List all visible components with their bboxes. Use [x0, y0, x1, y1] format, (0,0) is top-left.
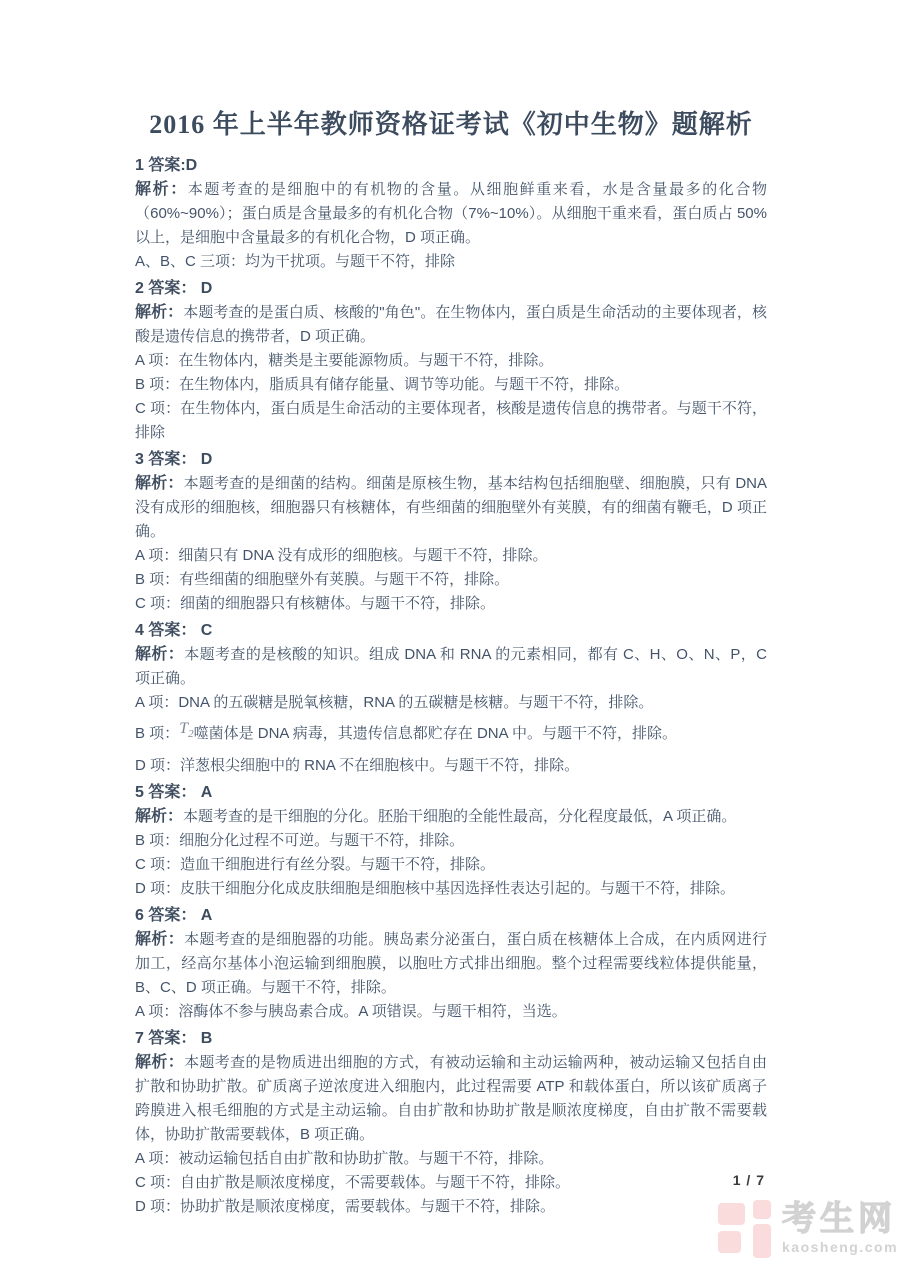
question-section — [135, 277, 767, 445]
analysis-label: 解析： — [135, 475, 184, 492]
page-title: 2016 年上半年教师资格证考试《初中生物》题解析 — [149, 110, 753, 139]
analysis-paragraph: 解析：本题考查的是物质进出细胞的方式，有被动运输和主动运输两种，被动运输又包括自由扩散和协助扩散。矿质离子逆浓度进入细胞内，此过程需要 ATP 和载体蛋白，所以该矿质离子跨膜进入根毛细胞的方式是主动运输。自由扩散和协助扩散是顺浓度梯度，自由扩散不需要载体，协助扩散需要载体，B 项正确。 — [135, 1054, 767, 1144]
analysis-label: 解析： — [135, 304, 184, 321]
question-section — [135, 904, 767, 1024]
watermark-text — [782, 1200, 898, 1255]
kaosheng-logo-icon — [718, 1200, 772, 1258]
watermark-site-domain: kaosheng.com — [782, 1239, 899, 1255]
analysis-label: 解析： — [135, 931, 185, 949]
page-number: 1 / 7 — [732, 1172, 765, 1188]
question-section — [135, 619, 767, 778]
answer-header: 5 答案： A — [135, 784, 213, 802]
analysis-label: 解析： — [135, 1054, 185, 1072]
question-section — [135, 781, 767, 901]
answer-header: 1 答案:D — [135, 157, 198, 174]
option-line: C 项：在生物体内，蛋白质是生命活动的主要体现者，核酸是遗传信息的携带者。与题干不符，排除 — [135, 400, 767, 441]
option-line: A 项：被动运输包括自由扩散和协助扩散。与题干不符，排除。 — [135, 1150, 554, 1168]
logo-block — [718, 1203, 745, 1225]
analysis-paragraph: 解析：本题考查的是蛋白质、核酸的"角色"。在生物体内，蛋白质是生命活动的主要体现者，核酸是遗传信息的携带者，D 项正确。 — [135, 304, 767, 345]
analysis-paragraph: 解析：本题考查的是细胞器的功能。胰岛素分泌蛋白，蛋白质在核糖体上合成，在内质网进行加工，经高尔基体小泡运输到细胞膜，以胞吐方式排出细胞。整个过程需要线粒体提供能量，B、C、D 项正确。与题干不符，排除。 — [135, 931, 767, 997]
option-line: A 项：细菌只有 DNA 没有成形的细胞核。与题干不符，排除。 — [135, 547, 548, 564]
logo-block — [718, 1231, 741, 1253]
analysis-label: 解析： — [135, 181, 188, 198]
option-line: B 项：在生物体内，脂质具有储存能量、调节等功能。与题干不符，排除。 — [135, 376, 630, 393]
option-line: D 项：洋葱根尖细胞中的 RNA 不在细胞核中。与题干不符，排除。 — [135, 757, 580, 775]
analysis-paragraph: 解析：本题考查的是核酸的知识。组成 DNA 和 RNA 的元素相同，都有 C、H、O、N、P，C 项正确。 — [135, 646, 767, 687]
analysis-paragraph: 解析：本题考查的是干细胞的分化。胚胎干细胞的全能性最高，分化程度最低，A 项正确。 — [135, 808, 737, 826]
watermark-logo — [718, 1200, 898, 1258]
option-line: B 项：有些细菌的细胞壁外有荚膜。与题干不符，排除。 — [135, 571, 510, 588]
answer-header: 4 答案： C — [135, 622, 213, 639]
question-section — [135, 154, 767, 274]
answer-header: 2 答案： D — [135, 280, 213, 297]
option-line: C 项：造血干细胞进行有丝分裂。与题干不符，排除。 — [135, 856, 496, 874]
option-line: D 项：协助扩散是顺浓度梯度，需要载体。与题干不符，排除。 — [135, 1198, 556, 1216]
option-line: A 项：在生物体内，糖类是主要能源物质。与题干不符，排除。 — [135, 352, 554, 369]
answer-header: 7 答案： B — [135, 1030, 213, 1048]
option-line: A 项：DNA 的五碳糖是脱氧核糖，RNA 的五碳糖是核糖。与题干不符，排除。 — [135, 694, 654, 711]
document-content — [135, 0, 767, 1219]
answer-header: 3 答案： D — [135, 451, 213, 468]
question-section — [135, 448, 767, 616]
t2-formula: $T_2$ — [179, 720, 194, 741]
option-line: C 项：细菌的细胞器只有核糖体。与题干不符，排除。 — [135, 595, 496, 612]
analysis-label: 解析： — [135, 808, 184, 826]
sections — [135, 154, 767, 1219]
answer-header: 6 答案： A — [135, 907, 213, 925]
option-line: B 项：细胞分化过程不可逆。与题干不符，排除。 — [135, 832, 465, 850]
option-line: C 项：自由扩散是顺浓度梯度，不需要载体。与题干不符，排除。 — [135, 1174, 571, 1192]
watermark-site-name: 考生网 — [782, 1200, 896, 1238]
question-section — [135, 1027, 767, 1219]
logo-block — [753, 1200, 771, 1219]
analysis-label: 解析： — [135, 646, 185, 663]
logo-block — [753, 1224, 771, 1258]
option-line: A 项：溶酶体不参与胰岛素合成。A 项错误。与题干相符，当选。 — [135, 1003, 567, 1021]
option-line: D 项：皮肤干细胞分化成皮肤细胞是细胞核中基因选择性表达引起的。与题干不符，排除。 — [135, 880, 736, 898]
analysis-paragraph: 解析：本题考查的是细胞中的有机物的含量。从细胞鲜重来看，水是含量最多的化合物（60%~90%）；蛋白质是含量最多的有机化合物（7%~10%）。从细胞干重来看，蛋白质占 50%以上，是细胞中含量最多的有机化合物，D 项正确。 — [135, 181, 767, 246]
option-line: A、B、C 三项：均为干扰项。与题干不符，排除 — [135, 253, 456, 270]
option-line: B 项：$T_2$噬菌体是 DNA 病毒，其遗传信息都贮存在 DNA 中。与题干不符，排除。 — [135, 720, 677, 742]
analysis-paragraph: 解析：本题考查的是细菌的结构。细菌是原核生物，基本结构包括细胞壁、细胞膜，只有 DNA 没有成形的细胞核，细胞器只有核糖体，有些细菌的细胞壁外有荚膜，有的细菌有鞭毛，D 项正确。 — [135, 475, 767, 540]
